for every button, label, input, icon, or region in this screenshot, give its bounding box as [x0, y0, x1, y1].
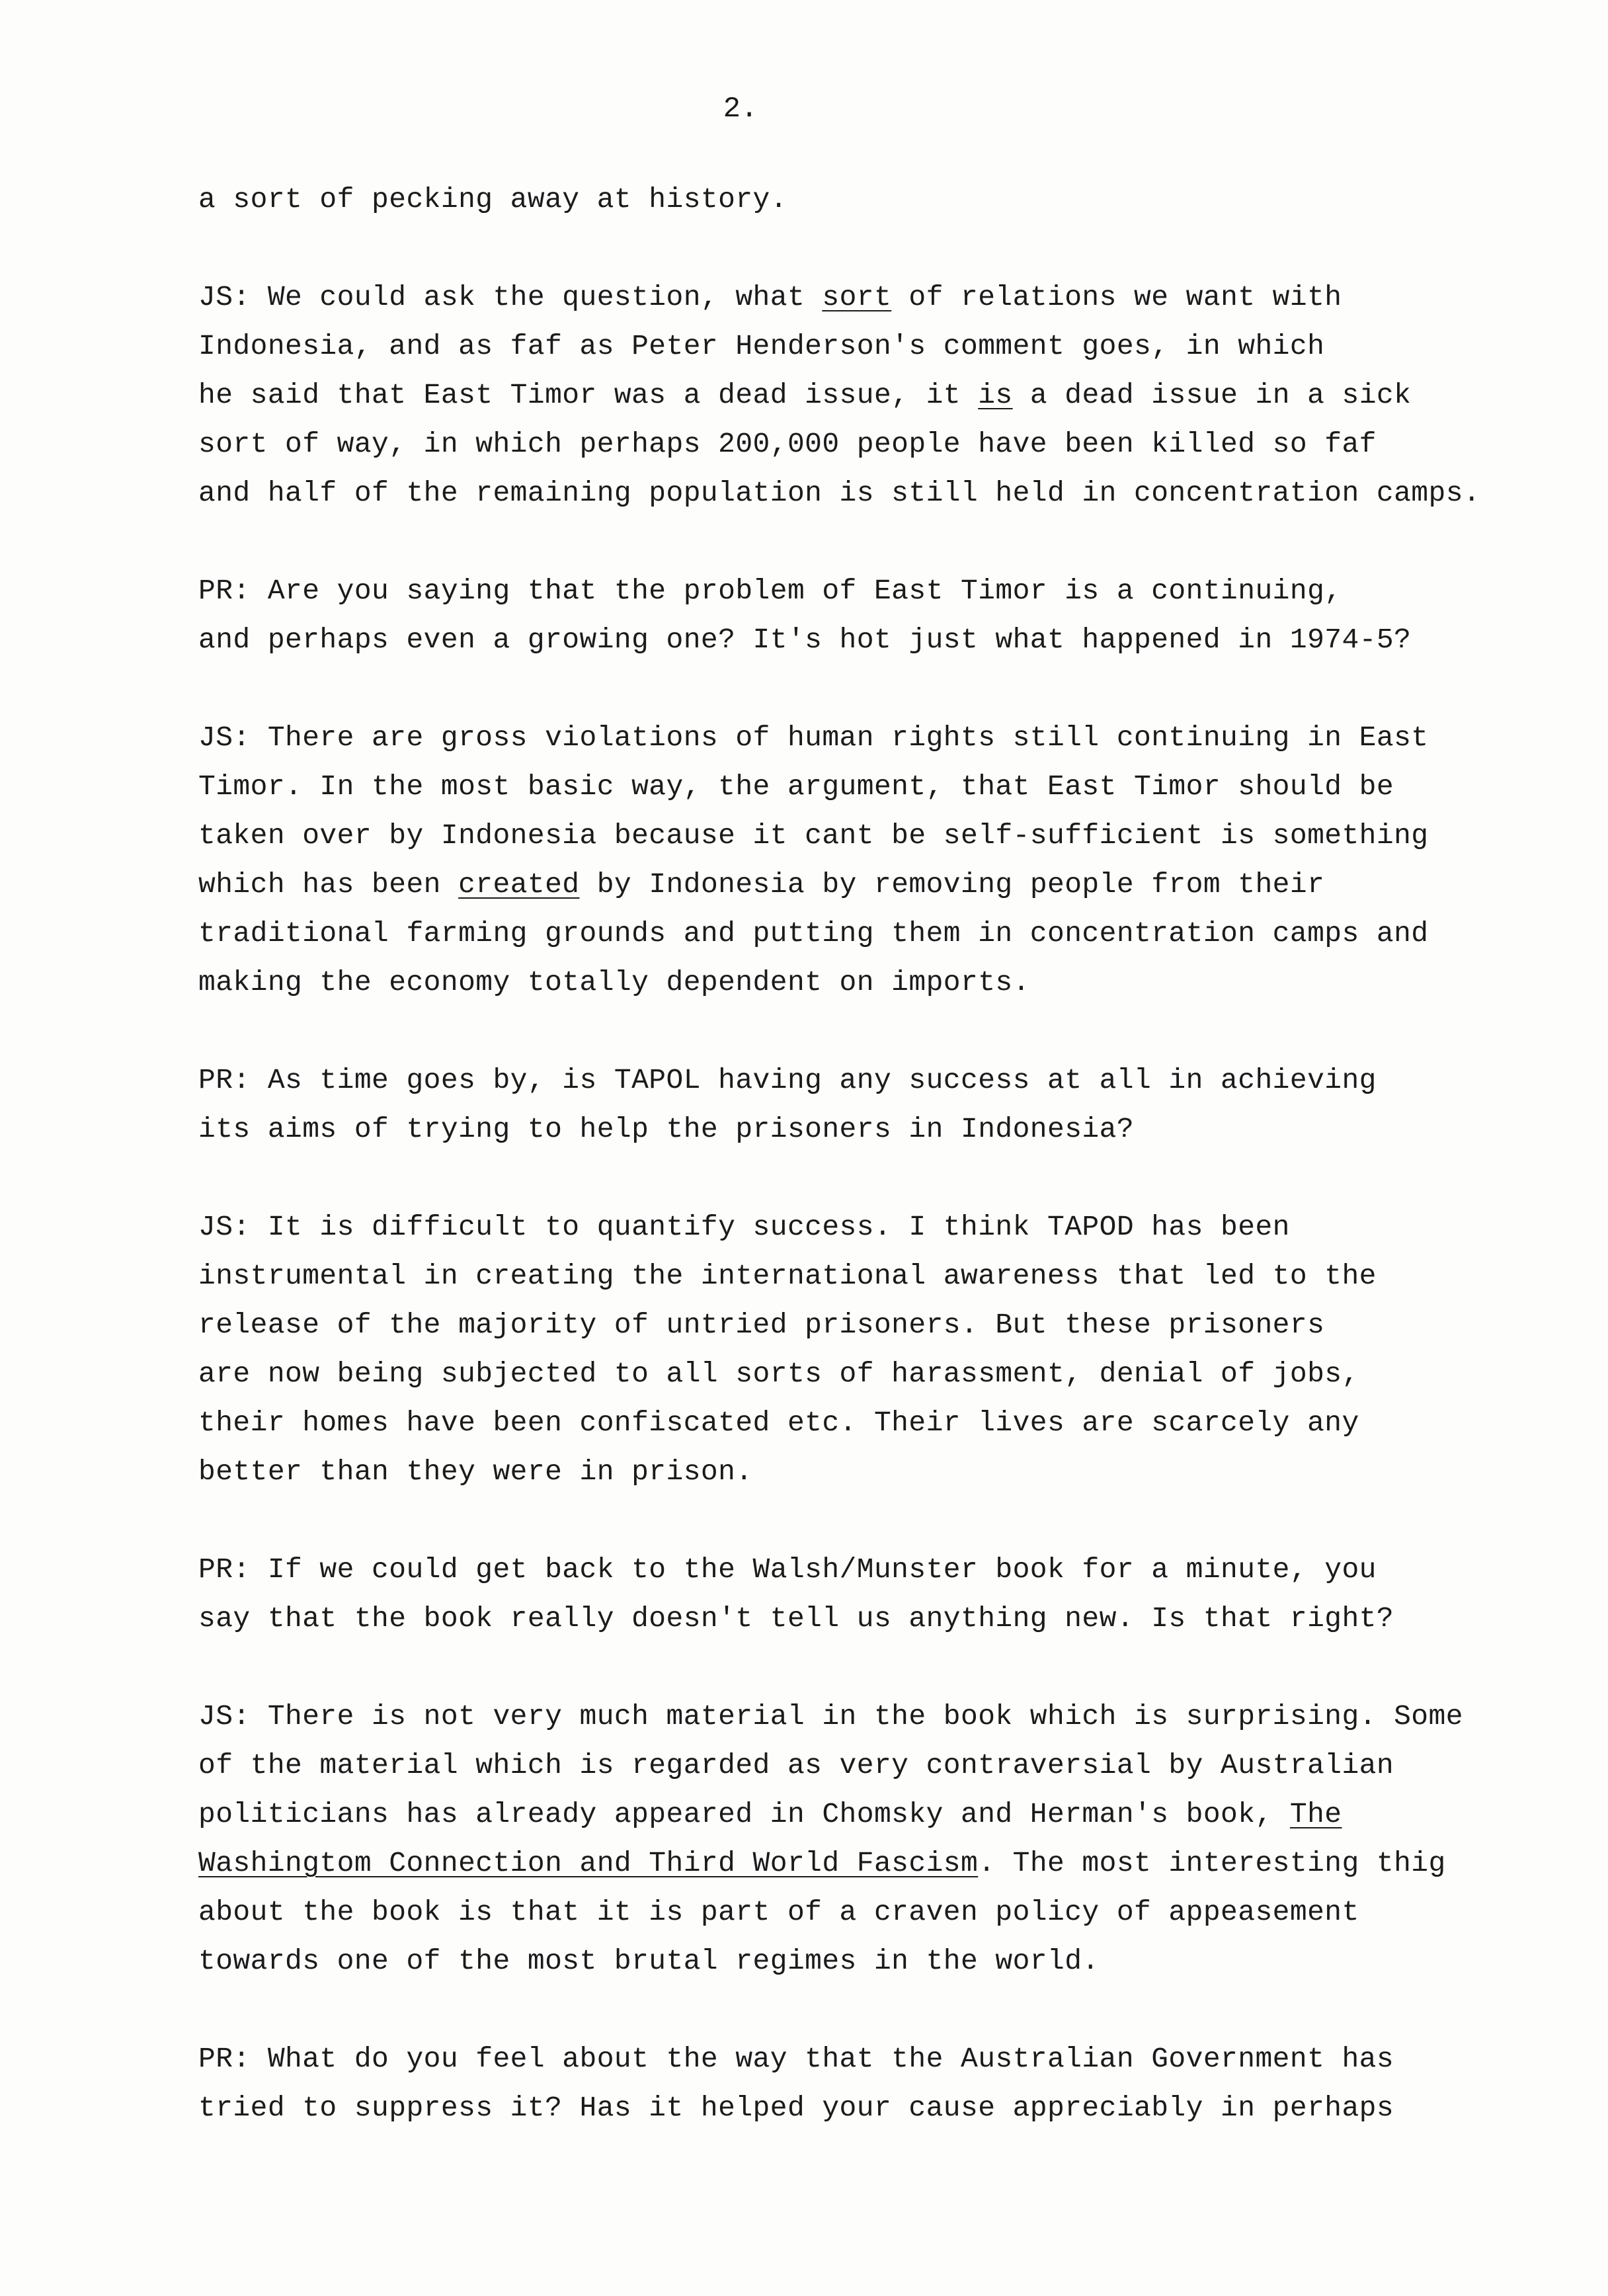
text-line — [198, 909, 1547, 958]
text-segment: traditional farming grounds and putting them in concentration camps and — [198, 917, 1429, 950]
text-segment: JS: We could ask the question, what — [198, 281, 823, 313]
text-line — [198, 1105, 1547, 1154]
underlined-text: The — [1289, 1798, 1342, 1830]
text-line — [198, 1350, 1547, 1399]
underlined-text: Washingtom Connection and Third World Fascism — [198, 1847, 979, 1879]
text-line — [198, 469, 1547, 518]
text-segment: of relations we want with — [891, 281, 1342, 313]
text-line — [198, 1888, 1547, 1937]
text-segment: sort of way, in which perhaps 200,000 people have been killed so faf — [198, 428, 1377, 460]
text-segment: which has been — [198, 868, 459, 901]
paragraph — [198, 1545, 1547, 1643]
text-segment: its aims of trying to help the prisoners in Indonesia? — [198, 1113, 1135, 1145]
text-line — [198, 616, 1547, 665]
paragraph — [198, 273, 1547, 518]
text-line — [198, 714, 1547, 762]
text-line — [198, 860, 1547, 909]
text-segment: . The most interesting thig — [978, 1847, 1446, 1879]
text-line — [198, 322, 1547, 371]
page-number: 2. — [723, 93, 758, 126]
text-segment: are now being subjected to all sorts of harassment, denial of jobs, — [198, 1358, 1359, 1390]
text-line — [198, 567, 1547, 616]
text-segment: PR: What do you feel about the way that the Australian Government has — [198, 2043, 1394, 2075]
text-segment: he said that East Timor was a dead issue, it — [198, 379, 979, 411]
underlined-text: sort — [822, 281, 892, 313]
paragraph — [198, 714, 1547, 1007]
text-segment: instrumental in creating the international awareness that led to the — [198, 1260, 1377, 1292]
text-segment: a dead issue in a sick — [1012, 379, 1412, 411]
paragraph — [198, 175, 1547, 224]
text-line — [198, 371, 1547, 420]
text-segment: taken over by Indonesia because it cant be self-sufficient is something — [198, 819, 1429, 852]
text-segment: PR: As time goes by, is TAPOL having any success at all in achieving — [198, 1064, 1377, 1096]
text-segment: a sort of pecking away at history. — [198, 183, 787, 216]
text-line — [198, 1203, 1547, 1252]
underlined-text: is — [978, 379, 1013, 411]
text-segment: PR: If we could get back to the Walsh/Munster book for a minute, you — [198, 1553, 1377, 1586]
text-segment: Indonesia, and as faf as Peter Henderson's comment goes, in which — [198, 330, 1325, 362]
text-segment: and perhaps even a growing one? It's hot just what happened in 1974-5? — [198, 624, 1412, 656]
text-line — [198, 1056, 1547, 1105]
text-line — [198, 1790, 1547, 1839]
text-line — [198, 811, 1547, 860]
text-line — [198, 2084, 1547, 2133]
text-line — [198, 1839, 1547, 1888]
text-segment: JS: There is not very much material in the book which is surprising. Some — [198, 1700, 1463, 1733]
text-segment: their homes have been confiscated etc. Their lives are scarcely any — [198, 1407, 1359, 1439]
text-segment: making the economy totally dependent on imports. — [198, 966, 1030, 999]
text-line — [198, 2035, 1547, 2084]
paragraph — [198, 1692, 1547, 1986]
text-segment: Timor. In the most basic way, the argument, that East Timor should be — [198, 770, 1394, 803]
text-line — [198, 1594, 1547, 1643]
underlined-text: created — [458, 868, 580, 901]
text-segment: tried to suppress it? Has it helped your cause appreciably in perhaps — [198, 2092, 1394, 2124]
text-line — [198, 1937, 1547, 1986]
text-segment: and half of the remaining population is still held in concentration camps. — [198, 477, 1481, 509]
text-segment: better than they were in prison. — [198, 1456, 753, 1488]
text-segment: say that the book really doesn't tell us anything new. Is that right? — [198, 1602, 1394, 1635]
text-segment: about the book is that it is part of a craven policy of appeasement — [198, 1896, 1359, 1928]
text-segment: release of the majority of untried prisoners. But these prisoners — [198, 1309, 1325, 1341]
paragraph — [198, 1203, 1547, 1496]
text-segment: JS: There are gross violations of human rights still continuing in East — [198, 721, 1429, 754]
text-line — [198, 273, 1547, 322]
text-line — [198, 175, 1547, 224]
text-line — [198, 1545, 1547, 1594]
text-line — [198, 1692, 1547, 1741]
text-line — [198, 1741, 1547, 1790]
paragraph — [198, 2035, 1547, 2133]
text-segment: JS: It is difficult to quantify success. I think TAPOD has been — [198, 1211, 1290, 1243]
text-segment: by Indonesia by removing people from their — [579, 868, 1325, 901]
text-line — [198, 1448, 1547, 1496]
text-segment: towards one of the most brutal regimes in the world. — [198, 1945, 1100, 1977]
text-segment: of the material which is regarded as very contraversial by Australian — [198, 1749, 1394, 1782]
paragraph — [198, 567, 1547, 665]
document-body — [198, 175, 1547, 2182]
text-line — [198, 762, 1547, 811]
text-line — [198, 1301, 1547, 1350]
paragraph — [198, 1056, 1547, 1154]
text-segment: politicians has already appeared in Chomsky and Herman's book, — [198, 1798, 1290, 1830]
text-segment: PR: Are you saying that the problem of East Timor is a continuing, — [198, 575, 1342, 607]
text-line — [198, 1399, 1547, 1448]
text-line — [198, 420, 1547, 469]
text-line — [198, 1252, 1547, 1301]
text-line — [198, 958, 1547, 1007]
